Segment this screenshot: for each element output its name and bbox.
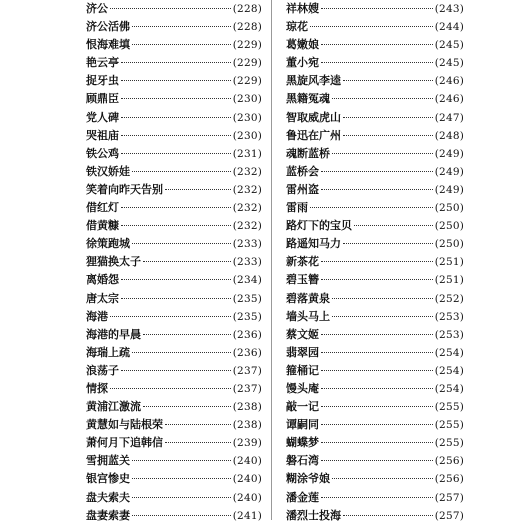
toc-entry-page: (228) bbox=[232, 3, 262, 15]
toc-entry bbox=[86, 380, 262, 398]
toc-entry bbox=[286, 416, 464, 434]
toc-entry bbox=[286, 36, 464, 54]
toc-entry-page: (257) bbox=[434, 509, 464, 522]
toc-entry-page: (247) bbox=[434, 111, 464, 124]
toc-entry-page: (249) bbox=[434, 165, 464, 178]
toc-entry bbox=[86, 36, 262, 54]
toc-entry-title: 萧何月下追韩信 bbox=[86, 436, 163, 450]
toc-entry-page: (229) bbox=[232, 57, 262, 70]
dot-leader bbox=[110, 316, 231, 317]
toc-entry-page: (232) bbox=[232, 202, 262, 215]
toc-entry-page: (232) bbox=[232, 220, 262, 233]
toc-entry bbox=[86, 90, 262, 108]
toc-entry-page: (256) bbox=[434, 473, 464, 486]
toc-entry-title: 翡翠园 bbox=[286, 345, 319, 359]
toc-entry-page: (237) bbox=[232, 364, 262, 377]
dot-leader bbox=[343, 243, 433, 244]
toc-entry-title: 墙头马上 bbox=[286, 309, 330, 323]
dot-leader bbox=[343, 515, 433, 516]
dot-leader bbox=[310, 207, 433, 208]
toc-entry-title: 雷州盗 bbox=[286, 182, 319, 196]
dot-leader bbox=[321, 352, 433, 353]
toc-entry-title: 智取威虎山 bbox=[286, 110, 341, 124]
toc-entry-title: 海瑞上疏 bbox=[86, 345, 130, 359]
toc-entry bbox=[86, 109, 262, 127]
toc-entry bbox=[286, 308, 464, 326]
toc-entry-title: 敲一记 bbox=[286, 400, 319, 414]
toc-entry-title: 琼花 bbox=[286, 20, 308, 34]
dot-leader bbox=[121, 207, 231, 208]
toc-entry-title: 艳云亭 bbox=[86, 56, 119, 70]
toc-entry bbox=[286, 398, 464, 416]
toc-entry-title: 铁汉娇娃 bbox=[86, 164, 130, 178]
toc-entry-title: 黑籍冤魂 bbox=[286, 92, 330, 106]
dot-leader bbox=[332, 478, 433, 479]
dot-leader bbox=[165, 442, 231, 443]
toc-entry-title: 黑旋风李逵 bbox=[286, 74, 341, 88]
dot-leader bbox=[321, 171, 433, 172]
toc-entry bbox=[86, 507, 262, 525]
toc-entry bbox=[286, 507, 464, 525]
toc-entry-title: 雪拥蓝关 bbox=[86, 454, 130, 468]
dot-leader bbox=[332, 298, 433, 299]
toc-entry-page: (236) bbox=[232, 346, 262, 359]
dot-leader bbox=[121, 370, 231, 371]
dot-leader bbox=[121, 80, 231, 81]
toc-entry bbox=[86, 398, 262, 416]
toc-entry bbox=[86, 0, 262, 18]
toc-entry-title: 黄慧如与陆根荣 bbox=[86, 418, 163, 432]
dot-leader bbox=[121, 62, 231, 63]
dot-leader bbox=[321, 334, 433, 335]
dot-leader bbox=[332, 98, 433, 99]
toc-entry-title: 哭祖庙 bbox=[86, 128, 119, 142]
toc-entry bbox=[286, 18, 464, 36]
dot-leader bbox=[321, 406, 433, 407]
toc-entry-page: (238) bbox=[232, 401, 262, 414]
toc-entry bbox=[86, 145, 262, 163]
toc-entry bbox=[86, 416, 262, 434]
toc-entry-page: (229) bbox=[232, 75, 262, 88]
toc-entry-title: 情探 bbox=[86, 381, 108, 395]
toc-entry bbox=[286, 181, 464, 199]
toc-entry-page: (230) bbox=[232, 111, 262, 124]
toc-entry bbox=[86, 127, 262, 145]
toc-entry-page: (253) bbox=[434, 310, 464, 323]
toc-entry-page: (245) bbox=[434, 39, 464, 52]
toc-entry-title: 路灯下的宝贝 bbox=[286, 219, 352, 233]
toc-entry-page: (230) bbox=[232, 93, 262, 106]
toc-entry-title: 磐石湾 bbox=[286, 454, 319, 468]
dot-leader bbox=[321, 370, 433, 371]
toc-entry-page: (234) bbox=[232, 274, 262, 287]
dot-leader bbox=[321, 442, 433, 443]
toc-entry bbox=[86, 344, 262, 362]
toc-entry bbox=[286, 90, 464, 108]
dot-leader bbox=[343, 80, 433, 81]
toc-entry bbox=[86, 452, 262, 470]
dot-leader bbox=[321, 189, 433, 190]
toc-entry-page: (249) bbox=[434, 147, 464, 160]
dot-leader bbox=[321, 261, 433, 262]
toc-entry bbox=[86, 271, 262, 289]
toc-entry-title: 笑着向昨天告别 bbox=[86, 182, 163, 196]
dot-leader bbox=[132, 171, 231, 172]
dot-leader bbox=[132, 478, 231, 479]
toc-entry bbox=[286, 290, 464, 308]
toc-entry-page: (235) bbox=[232, 310, 262, 323]
toc-entry bbox=[286, 72, 464, 90]
toc-entry-title: 鲁迅在广州 bbox=[286, 128, 341, 142]
toc-entry bbox=[86, 72, 262, 90]
toc-entry-title: 盘夫索夫 bbox=[86, 490, 130, 504]
toc-entry bbox=[286, 362, 464, 380]
dot-leader bbox=[121, 153, 231, 154]
toc-entry-title: 铁公鸡 bbox=[86, 146, 119, 160]
dot-leader bbox=[343, 117, 433, 118]
toc-entry-page: (254) bbox=[434, 364, 464, 377]
dot-leader bbox=[321, 279, 433, 280]
toc-entry-title: 银宫惨史 bbox=[86, 472, 130, 486]
toc-entry-page: (246) bbox=[434, 75, 464, 88]
toc-entry bbox=[86, 54, 262, 72]
toc-entry bbox=[86, 253, 262, 271]
toc-entry bbox=[286, 344, 464, 362]
toc-entry-page: (233) bbox=[232, 238, 262, 251]
toc-entry bbox=[86, 163, 262, 181]
toc-entry-title: 徐策跑城 bbox=[86, 237, 130, 251]
toc-entry-title: 碧落黄泉 bbox=[286, 291, 330, 305]
toc-entry-page: (246) bbox=[434, 93, 464, 106]
toc-entry-page: (231) bbox=[232, 147, 262, 160]
toc-entry bbox=[286, 470, 464, 488]
toc-entry bbox=[286, 0, 464, 18]
dot-leader bbox=[321, 497, 433, 498]
toc-entry-title: 祥林嫂 bbox=[286, 2, 319, 15]
toc-entry bbox=[86, 326, 262, 344]
toc-entry-page: (251) bbox=[434, 256, 464, 269]
toc-entry-title: 蝴蝶梦 bbox=[286, 436, 319, 450]
toc-entry-title: 糊涂爷娘 bbox=[286, 472, 330, 486]
dot-leader bbox=[143, 406, 231, 407]
toc-entry-title: 雷雨 bbox=[286, 201, 308, 215]
dot-leader bbox=[321, 44, 433, 45]
toc-entry-title: 顾鼎臣 bbox=[86, 92, 119, 106]
toc-entry-page: (255) bbox=[434, 419, 464, 432]
toc-entry-page: (244) bbox=[434, 21, 464, 34]
toc-entry-title: 馒头庵 bbox=[286, 381, 319, 395]
toc-entry bbox=[286, 489, 464, 507]
dot-leader bbox=[343, 135, 433, 136]
dot-leader bbox=[132, 515, 231, 516]
dot-leader bbox=[121, 135, 231, 136]
dot-leader bbox=[321, 460, 433, 461]
dot-leader bbox=[332, 153, 433, 154]
toc-entry-title: 潘金莲 bbox=[286, 490, 319, 504]
toc-left-column bbox=[86, 0, 262, 525]
dot-leader bbox=[132, 44, 231, 45]
dot-leader bbox=[132, 243, 231, 244]
dot-leader bbox=[110, 8, 231, 9]
dot-leader bbox=[132, 352, 231, 353]
toc-entry-page: (232) bbox=[232, 165, 262, 178]
toc-entry-page: (254) bbox=[434, 382, 464, 395]
toc-entry-title: 借黄糠 bbox=[86, 219, 119, 233]
toc-entry-page: (250) bbox=[434, 220, 464, 233]
toc-entry-title: 谭嗣同 bbox=[286, 418, 319, 432]
toc-entry-page: (251) bbox=[434, 274, 464, 287]
toc-entry-page: (230) bbox=[232, 129, 262, 142]
toc-entry-page: (232) bbox=[232, 183, 262, 196]
toc-entry-page: (250) bbox=[434, 238, 464, 251]
toc-entry-title: 盘妻索妻 bbox=[86, 508, 130, 522]
dot-leader bbox=[143, 261, 231, 262]
toc-entry-page: (236) bbox=[232, 328, 262, 341]
toc-entry bbox=[86, 470, 262, 488]
toc-entry-title: 箍桶记 bbox=[286, 363, 319, 377]
toc-entry bbox=[286, 271, 464, 289]
toc-entry-title: 新茶花 bbox=[286, 255, 319, 269]
dot-leader bbox=[321, 388, 433, 389]
toc-entry-page: (240) bbox=[232, 473, 262, 486]
toc-entry bbox=[86, 308, 262, 326]
toc-entry-page: (228) bbox=[232, 21, 262, 34]
toc-entry-title: 唐太宗 bbox=[86, 291, 119, 305]
toc-entry-page: (240) bbox=[232, 491, 262, 504]
toc-entry-page: (235) bbox=[232, 292, 262, 305]
dot-leader bbox=[354, 225, 433, 226]
toc-entry bbox=[286, 109, 464, 127]
toc-entry bbox=[286, 253, 464, 271]
toc-entry-title: 蓝桥会 bbox=[286, 164, 319, 178]
toc-entry-page: (248) bbox=[434, 129, 464, 142]
toc-entry-page: (245) bbox=[434, 57, 464, 70]
toc-entry bbox=[286, 380, 464, 398]
toc-entry-page: (229) bbox=[232, 39, 262, 52]
toc-entry-page: (233) bbox=[232, 256, 262, 269]
dot-leader bbox=[321, 62, 433, 63]
dot-leader bbox=[121, 298, 231, 299]
toc-entry-title: 恨海难填 bbox=[86, 38, 130, 52]
toc-entry-title: 济公 bbox=[86, 2, 108, 15]
toc-entry-title: 党人碑 bbox=[86, 110, 119, 124]
toc-entry bbox=[86, 181, 262, 199]
toc-entry-title: 董小宛 bbox=[286, 56, 319, 70]
toc-entry-title: 捉牙虫 bbox=[86, 74, 119, 88]
toc-entry bbox=[286, 199, 464, 217]
toc-entry-page: (238) bbox=[232, 419, 262, 432]
dot-leader bbox=[321, 424, 433, 425]
toc-entry-page: (249) bbox=[434, 183, 464, 196]
dot-leader bbox=[143, 334, 231, 335]
toc-entry-title: 离婚怨 bbox=[86, 273, 119, 287]
dot-leader bbox=[132, 460, 231, 461]
toc-entry-page: (252) bbox=[434, 292, 464, 305]
toc-entry-title: 黄浦江激流 bbox=[86, 400, 141, 414]
toc-entry-title: 狸猫换太子 bbox=[86, 255, 141, 269]
toc-entry bbox=[86, 362, 262, 380]
toc-entry-title: 路遥知马力 bbox=[286, 237, 341, 251]
toc-entry-title: 浪荡子 bbox=[86, 363, 119, 377]
toc-entry bbox=[286, 127, 464, 145]
dot-leader bbox=[132, 497, 231, 498]
toc-entry bbox=[286, 163, 464, 181]
toc-entry-page: (240) bbox=[232, 455, 262, 468]
toc-entry-page: (256) bbox=[434, 455, 464, 468]
toc-entry-title: 潘烈士投海 bbox=[286, 508, 341, 522]
toc-entry-page: (255) bbox=[434, 437, 464, 450]
dot-leader bbox=[121, 98, 231, 99]
toc-entry bbox=[86, 18, 262, 36]
toc-entry bbox=[286, 217, 464, 235]
dot-leader bbox=[132, 26, 231, 27]
toc-entry-page: (254) bbox=[434, 346, 464, 359]
dot-leader bbox=[110, 388, 231, 389]
toc-entry bbox=[86, 290, 262, 308]
toc-entry-page: (239) bbox=[232, 437, 262, 450]
toc-entry-title: 济公活佛 bbox=[86, 20, 130, 34]
dot-leader bbox=[321, 8, 433, 9]
toc-entry bbox=[86, 489, 262, 507]
toc-entry-title: 海港 bbox=[86, 309, 108, 323]
toc-entry-page: (257) bbox=[434, 491, 464, 504]
dot-leader bbox=[121, 225, 231, 226]
dot-leader bbox=[121, 117, 231, 118]
toc-entry bbox=[286, 235, 464, 253]
toc-entry bbox=[86, 199, 262, 217]
toc-entry bbox=[286, 326, 464, 344]
toc-entry bbox=[86, 434, 262, 452]
toc-entry-page: (255) bbox=[434, 401, 464, 414]
toc-entry-title: 魂断蓝桥 bbox=[286, 146, 330, 160]
toc-entry-page: (253) bbox=[434, 328, 464, 341]
toc-entry bbox=[286, 434, 464, 452]
toc-entry-title: 蔡文姬 bbox=[286, 327, 319, 341]
toc-entry-title: 借红灯 bbox=[86, 201, 119, 215]
dot-leader bbox=[310, 26, 433, 27]
toc-entry-title: 海港的早晨 bbox=[86, 327, 141, 341]
toc-entry bbox=[86, 217, 262, 235]
toc-entry-page: (241) bbox=[232, 509, 262, 522]
toc-entry-page: (250) bbox=[434, 202, 464, 215]
toc-entry bbox=[86, 235, 262, 253]
toc-entry bbox=[286, 54, 464, 72]
toc-entry-page: (237) bbox=[232, 382, 262, 395]
dot-leader bbox=[165, 424, 231, 425]
column-divider bbox=[271, 0, 272, 520]
dot-leader bbox=[121, 279, 231, 280]
toc-entry bbox=[286, 145, 464, 163]
toc-entry-title: 葛嫩娘 bbox=[286, 38, 319, 52]
toc-entry bbox=[286, 452, 464, 470]
toc-entry-page: (243) bbox=[434, 3, 464, 15]
dot-leader bbox=[165, 189, 231, 190]
dot-leader bbox=[332, 316, 433, 317]
toc-right-column bbox=[286, 0, 464, 525]
toc-entry-title: 碧玉簪 bbox=[286, 273, 319, 287]
